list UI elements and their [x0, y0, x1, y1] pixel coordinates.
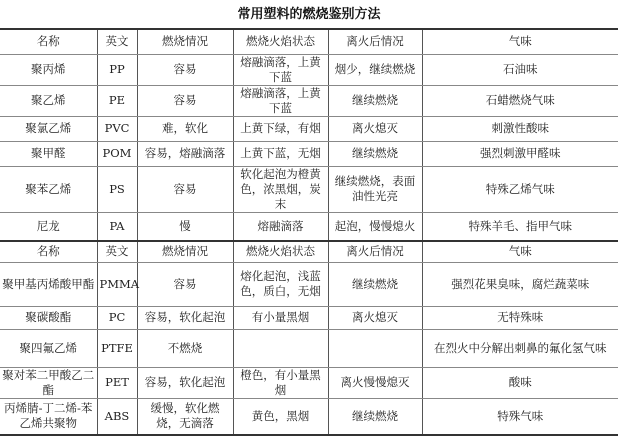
cell-after-fire: 继续燃烧	[328, 85, 422, 116]
cell-name: 聚丙烯	[0, 54, 97, 85]
cell-flame	[233, 329, 328, 367]
cell-odor: 石蜡燃烧气味	[422, 85, 618, 116]
cell-after-fire: 离火熄灭	[328, 116, 422, 141]
cell-odor: 石油味	[422, 54, 618, 85]
cell-burning: 容易	[137, 262, 233, 306]
cell-name: 聚甲基丙烯酸甲酯	[0, 262, 97, 306]
header-name: 名称	[0, 29, 97, 54]
header-odor: 气味	[422, 241, 618, 262]
cell-burning: 容易	[137, 85, 233, 116]
cell-burning: 不燃烧	[137, 329, 233, 367]
cell-english: PS	[97, 166, 137, 212]
table-row	[0, 85, 618, 116]
cell-flame: 上黄下绿，有烟	[233, 116, 328, 141]
cell-odor: 特殊气味	[422, 398, 618, 435]
cell-after-fire: 离火熄灭	[328, 306, 422, 329]
cell-english: PMMA	[97, 262, 137, 306]
cell-after-fire: 继续燃烧	[328, 398, 422, 435]
cell-after-fire: 离火慢慢熄灭	[328, 367, 422, 398]
cell-odor: 刺激性酸味	[422, 116, 618, 141]
cell-after-fire: 起泡，慢慢熄火	[328, 212, 422, 241]
cell-flame: 有小量黑烟	[233, 306, 328, 329]
cell-name: 聚苯乙烯	[0, 166, 97, 212]
cell-name: 聚乙烯	[0, 85, 97, 116]
header-english: 英文	[97, 241, 137, 262]
header-name: 名称	[0, 241, 97, 262]
header-after-fire: 离火后情况	[328, 241, 422, 262]
cell-odor: 强烈刺激甲醛味	[422, 141, 618, 166]
cell-english: PC	[97, 306, 137, 329]
cell-burning: 缓慢，软化燃烧，无滴落	[137, 398, 233, 435]
table-row	[0, 54, 618, 85]
cell-english: PVC	[97, 116, 137, 141]
header-after-fire: 离火后情况	[328, 29, 422, 54]
combustion-table	[0, 28, 618, 436]
cell-flame: 熔融滴落	[233, 212, 328, 241]
header-row	[0, 29, 618, 54]
cell-english: PET	[97, 367, 137, 398]
cell-burning: 容易，熔融滴落	[137, 141, 233, 166]
table-row	[0, 329, 618, 367]
cell-after-fire: 烟少，继续燃烧	[328, 54, 422, 85]
cell-name: 聚甲醛	[0, 141, 97, 166]
cell-burning: 容易	[137, 166, 233, 212]
cell-flame: 上黄下蓝，无烟	[233, 141, 328, 166]
cell-english: PTFE	[97, 329, 137, 367]
cell-after-fire: 继续燃烧，表面油性光亮	[328, 166, 422, 212]
cell-odor: 特殊乙烯气味	[422, 166, 618, 212]
cell-odor: 在烈火中分解出刺鼻的氟化氢气味	[422, 329, 618, 367]
cell-flame: 橙色，有小量黑烟	[233, 367, 328, 398]
cell-name: 聚氯乙烯	[0, 116, 97, 141]
header-flame: 燃烧火焰状态	[233, 29, 328, 54]
cell-odor: 无特殊味	[422, 306, 618, 329]
cell-odor: 强烈花果臭味，腐烂蔬菜味	[422, 262, 618, 306]
cell-burning: 容易，软化起泡	[137, 367, 233, 398]
cell-name: 聚四氟乙烯	[0, 329, 97, 367]
cell-english: PP	[97, 54, 137, 85]
cell-burning: 容易，软化起泡	[137, 306, 233, 329]
cell-flame: 熔融滴落，上黄下蓝	[233, 85, 328, 116]
cell-after-fire: 继续燃烧	[328, 141, 422, 166]
table-row	[0, 166, 618, 212]
cell-name: 聚对苯二甲酸乙二酯	[0, 367, 97, 398]
table-row	[0, 262, 618, 306]
cell-after-fire: 继续燃烧	[328, 262, 422, 306]
header-english: 英文	[97, 29, 137, 54]
cell-after-fire	[328, 329, 422, 367]
cell-flame: 熔融滴落，上黄下蓝	[233, 54, 328, 85]
header-flame: 燃烧火焰状态	[233, 241, 328, 262]
table-row	[0, 398, 618, 435]
cell-burning: 慢	[137, 212, 233, 241]
table-row	[0, 306, 618, 329]
cell-burning: 容易	[137, 54, 233, 85]
cell-english: PE	[97, 85, 137, 116]
cell-name: 尼龙	[0, 212, 97, 241]
cell-english: PA	[97, 212, 137, 241]
header-burning: 燃烧情况	[137, 29, 233, 54]
page-title: 常用塑料的燃烧鉴别方法	[237, 7, 381, 22]
cell-flame: 软化起泡为橙黄色，浓黑烟，炭末	[233, 166, 328, 212]
cell-odor: 特殊羊毛、指甲气味	[422, 212, 618, 241]
table-row	[0, 141, 618, 166]
header-burning: 燃烧情况	[137, 241, 233, 262]
cell-odor: 酸味	[422, 367, 618, 398]
header-odor: 气味	[422, 29, 618, 54]
cell-burning: 难，软化	[137, 116, 233, 141]
table-row	[0, 212, 618, 241]
table-row	[0, 116, 618, 141]
cell-flame: 黄色，黑烟	[233, 398, 328, 435]
cell-name: 聚碳酸酯	[0, 306, 97, 329]
header-row	[0, 241, 618, 262]
cell-flame: 熔化起泡，浅蓝色，质白，无烟	[233, 262, 328, 306]
cell-english: POM	[97, 141, 137, 166]
cell-name: 丙烯腈-丁二烯-苯乙烯共聚物	[0, 398, 97, 435]
table-row	[0, 367, 618, 398]
cell-english: ABS	[97, 398, 137, 435]
